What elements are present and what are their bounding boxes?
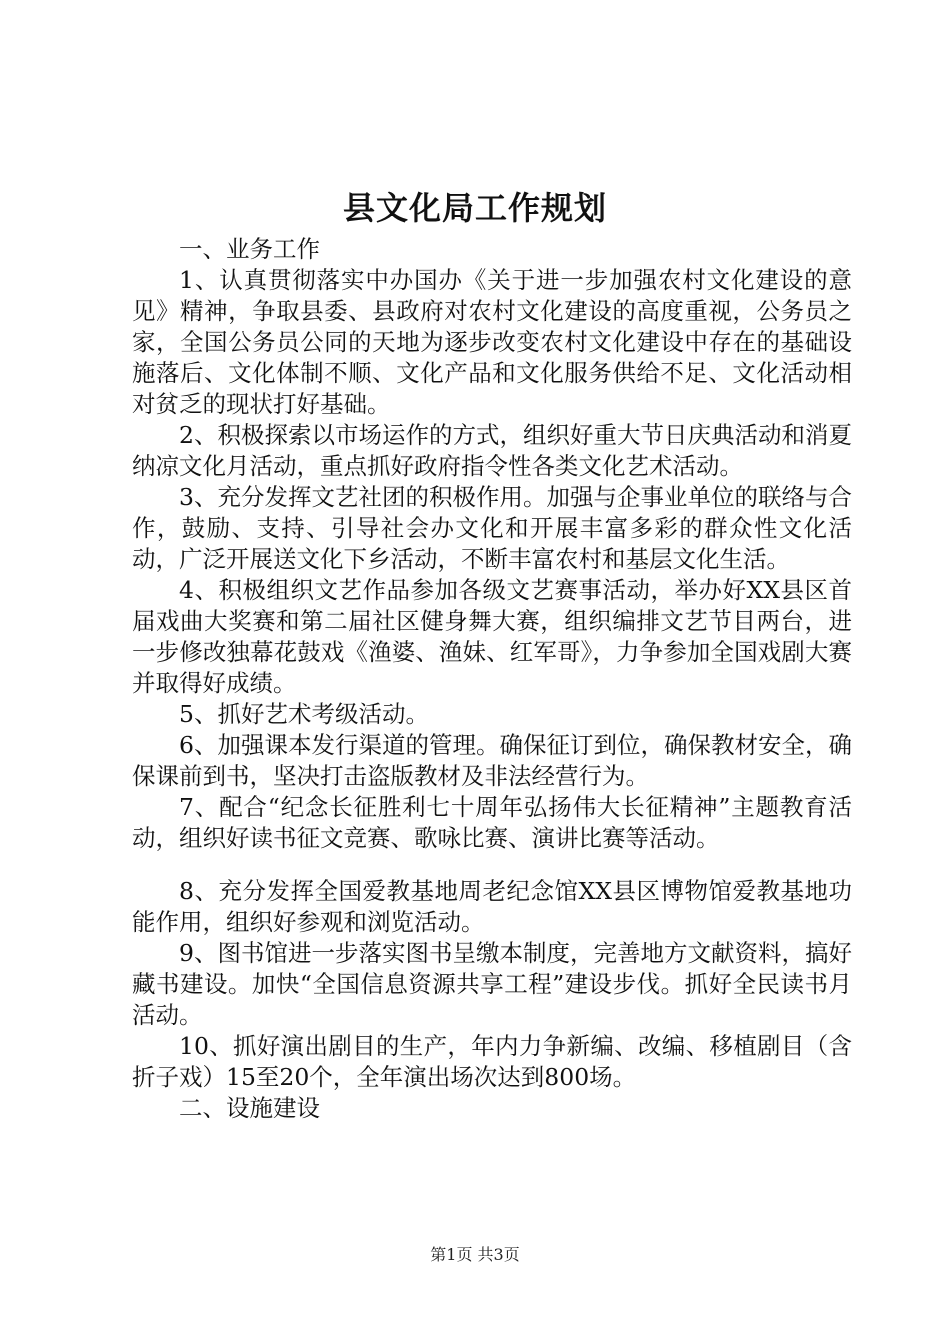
- paragraph-item-5: 5、抓好艺术考级活动。: [179, 700, 429, 728]
- section-heading-1: 一、业务工作: [179, 235, 320, 263]
- paragraph-item-9: 9、图书馆进一步落实图书呈缴本制度，完善地方文献资料，搞好藏书建设。加快“全国信息资源共享工程”建设步伐。抓好全民读书月活动。: [132, 939, 852, 1029]
- paragraph-item-1: 1、认真贯彻落实中办国办《关于进一步加强农村文化建设的意见》精神，争取县委、县政府对农村文化建设的高度重视，公务员之家，全国公务员公同的天地为逐步改变农村文化建设中存在的基础设施落后、文化体制不顺、文化产品和文化服务供给不足、文化活动相对贫乏的现状打好基础。: [132, 266, 852, 418]
- paragraph-item-6: 6、加强课本发行渠道的管理。确保征订到位，确保教材安全，确保课前到书，坚决打击盗版教材及非法经营行为。: [132, 731, 852, 790]
- paragraph-item-8: 8、充分发挥全国爱教基地周老纪念馆XX县区博物馆爱教基地功能作用，组织好参观和浏览活动。: [132, 877, 852, 936]
- paragraph-item-3: 3、充分发挥文艺社团的积极作用。加强与企事业单位的联络与合作，鼓励、支持、引导社会办文化和开展丰富多彩的群众性文化活动，广泛开展送文化下乡活动，不断丰富农村和基层文化生活。: [132, 483, 852, 573]
- paragraph-item-2: 2、积极探索以市场运作的方式，组织好重大节日庆典活动和消夏纳凉文化月活动，重点抓好政府指令性各类文化艺术活动。: [132, 421, 852, 480]
- document-body: [132, 234, 852, 1124]
- page-number-footer: 第1页 共3页: [430, 1245, 520, 1264]
- paragraph-item-4: 4、积极组织文艺作品参加各级文艺赛事活动，举办好XX县区首届戏曲大奖赛和第二届社区健身舞大赛，组织编排文艺节目两台，进一步修改独幕花鼓戏《渔婆、渔妹、红军哥》，力争参加全国戏剧大赛并取得好成绩。: [132, 576, 852, 697]
- paragraph-item-7: 7、配合“纪念长征胜利七十周年弘扬伟大长征精神”主题教育活动，组织好读书征文竞赛、歌咏比赛、演讲比赛等活动。: [132, 793, 852, 852]
- document-title: 县文化局工作规划: [342, 189, 607, 227]
- paragraph-spacer: [132, 854, 852, 876]
- paragraph-item-10: 10、抓好演出剧目的生产，年内力争新编、改编、移植剧目（含折子戏）15至20个，全年演出场次达到800场。: [132, 1032, 852, 1091]
- section-heading-2: 二、设施建设: [179, 1094, 320, 1122]
